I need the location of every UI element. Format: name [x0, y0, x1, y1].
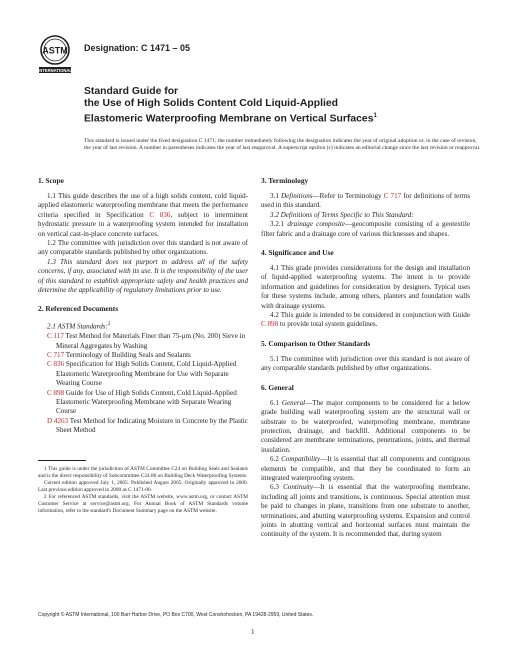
paragraph-1-2: 1.2 The committee with jurisdiction over this standard is not aware of any comparable standards published by other organizations. — [38, 239, 248, 257]
paragraph-6-2: 6.2 Compatibility—It is essential that all components and contiguous elements be compatible, and that they be coordinated to form an integrated waterproofing system. — [261, 455, 470, 482]
right-column — [261, 176, 470, 540]
reference-item: C 836 Specification for High Solids Content, Cold Liquid-Applied Elastomeric Waterproofing Membrane for Use with Separate Wearing Course — [47, 360, 237, 388]
link-c117[interactable]: C 117 — [47, 332, 64, 341]
paragraph-1-3: 1.3 This standard does not purport to address all of the safety concerns, if any, associated with its use. It is the responsibility of the user of this standard to establish appropriate safety and health practices and determine the applicability of regulatory limitations prior to use. — [38, 257, 248, 295]
section-heading-significance: 4. Significance and Use — [261, 248, 334, 258]
section-heading-referenced-documents: 2. Referenced Documents — [38, 304, 119, 314]
section-heading-comparison: 5. Comparison to Other Standards — [261, 338, 371, 348]
issuance-notice: This standard is issued under the fixed designation C 1471; the number immediately following the designation indicates the year of original adoption or, in the case of revision, the year of last revision. A number in parentheses indicates the year of last reapproval. A superscript epsilon (ε) indicates an editorial change since the last revision or reapproval. — [84, 138, 481, 152]
link-c717[interactable]: C 717 — [47, 351, 65, 360]
footnote-2: 2 For referenced ASTM standards, visit the ASTM website, www.astm.org, or contact ASTM Customer Service at service@astm.org. For Annual Book of ASTM Standards volume information, refer to the standard's Document Summary page on the ASTM website. — [38, 494, 248, 514]
paragraph-4-1: 4.1 This grade provides considerations for the design and installation of liquid-applied waterproofing systems. The intent is to provide information and guidelines for consideration by designers. Typical uses for these systems include, among others, planters and foundation walls with drainage systems. — [261, 264, 470, 310]
footnote-1: 1 This guide is under the jurisdiction of ASTM Committee C24 on Building Seals and Sealants and is the direct responsibility of Subcommittee C24.80 on Building Deck Waterproofing Systems. — [38, 466, 248, 479]
link-c898-guide[interactable]: C 898 — [261, 320, 279, 329]
link-c717-term[interactable]: C 717 — [383, 192, 402, 200]
reference-item: C 117 Test Method for Materials Finer than 75-μm (No. 200) Sieve in Mineral Aggregates by Washing — [47, 332, 246, 350]
link-c836[interactable]: C 836 — [149, 210, 171, 219]
title-line-1: Standard Guide for — [84, 86, 179, 97]
paragraph-4-2: 4.2 This guide is intended to be considered in conjunction with Guide C 898 to provide total system guidelines. — [261, 311, 470, 329]
footnotes — [38, 466, 248, 515]
footnote-1-edition: Current edition approved July 1, 2005. Published August 2005. Originally approved in 2000. Last previous edition approved in 2000 as C 1471-00. — [38, 480, 248, 493]
title-line-2: the Use of High Solids Content Cold Liquid-Applied — [84, 98, 338, 110]
designation: Designation: C 1471 – 05 — [84, 43, 191, 53]
paragraph-3-2-1: 3.2.1 drainage composite—geocomposite consisting of a geotextile filter fabric and a drainage core of various thicknesses and shapes. — [261, 220, 470, 238]
link-d4263[interactable]: D 4263 — [47, 416, 69, 425]
title-line-3: Elastomeric Waterproofing Membrane on Vertical Surfaces$^1$ — [84, 113, 377, 125]
page-number: 1 — [251, 628, 255, 636]
reference-item: D 4263 Test Method for Indicating Moisture in Concrete by the Plastic Sheet Method — [47, 416, 248, 435]
document-title — [84, 86, 484, 126]
paragraph-1-1: 1.1 This guide describes the use of a high solids content, cold liquid-applied elastomeric waterproofing membrane that meets the performance criteria specified in Specification C 836, subject to intermittent hydrostatic pressure in a waterproofing system intended for installation on vertical cast-in-place concrete surfaces. — [38, 192, 248, 238]
link-c836-ref[interactable]: C 836 — [47, 360, 65, 369]
copyright-line: Copyright © ASTM International, 100 Barr Harbor Drive, PO Box C700, West Conshohocken, PA 19428-2959, United States. — [38, 612, 314, 618]
paragraph-3-2: 3.2 Definitions of Terms Specific to This Standard: — [270, 210, 414, 219]
section-heading-scope: 1. Scope — [38, 176, 64, 185]
left-column — [38, 176, 248, 436]
paragraph-6-1: 6.1 General—The major components to be considered for a below grade building wall waterproofing system are the structural wall or substrate to be waterproofed, waterproofing membrane, membrane protection, drainage, and backfill. Additional components to be considered are membrane terminations, penetrations, joints, and thermal insulation. — [261, 398, 471, 454]
astm-logo — [38, 34, 72, 74]
paragraph-3-1: 3.1 Definitions—Refer to Terminology C 717 for definitions of terms used in this standard. — [261, 192, 470, 210]
reference-item: C 717 Terminology of Building Seals and Sealants — [47, 351, 191, 360]
section-heading-general: 6. General — [261, 382, 294, 392]
reference-item: C 898 Guide for Use of High Solids Content, Cold Liquid-Applied Elastomeric Waterproofing Membrane with Separate Wearing Course — [47, 388, 237, 416]
svg-text:ASTM: ASTM — [42, 45, 68, 56]
paragraph-2-1: 2.1 ASTM Standards:$^2$ — [47, 322, 111, 331]
footnote-divider — [38, 460, 86, 461]
section-heading-terminology: 3. Terminology — [261, 176, 309, 185]
paragraph-6-3: 6.3 Continuity—It is essential that the waterproofing membrane, including all joints and transitions, is continuous. Special attention must be paid to changes in plane, transitions from one substrate to another, terminations, and abutting waterproofing systems. Expansion and control joints in abutting vertical and horizontal surfaces must maintain the continuity of the system. It is recommended that, during system — [261, 483, 470, 539]
paragraph-5-1: 5.1 The committee with jurisdiction over this standard is not aware of any comparable standards published by other organizations. — [261, 354, 470, 373]
svg-text:INTERNATIONAL: INTERNATIONAL — [38, 68, 72, 73]
link-c898[interactable]: C 898 — [47, 388, 65, 397]
